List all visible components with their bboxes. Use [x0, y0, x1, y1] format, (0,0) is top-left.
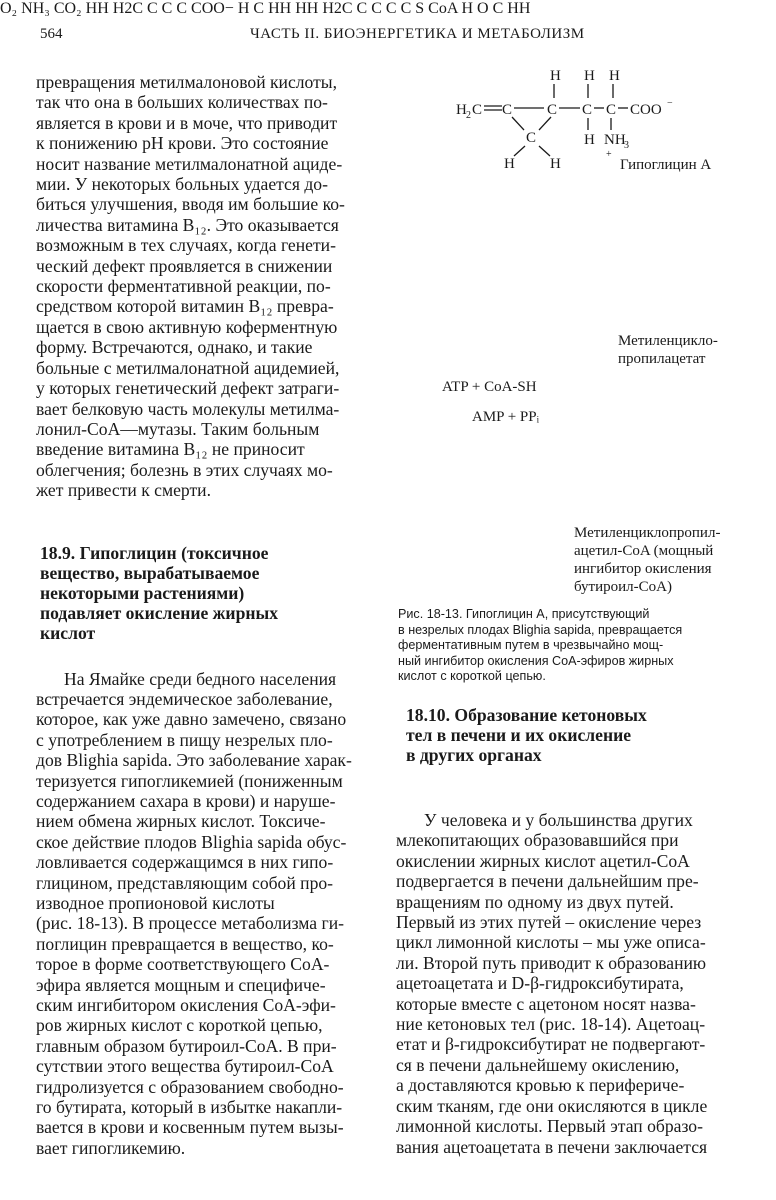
svg-text:C: C [606, 102, 617, 118]
svg-text:H: H [504, 156, 515, 172]
text-line: мии. У некоторых больных удается до- [36, 174, 328, 195]
svg-text:COO: COO [630, 102, 662, 118]
svg-text:H: H [584, 68, 595, 84]
text-line: вает белковую часть молекулы метилма- [36, 398, 340, 419]
heading-line: 18.9. Гипоглицин (токсичное [40, 542, 269, 563]
text-line: ли. Второй путь приводит к образованию [396, 952, 707, 973]
text-line: гидролизуется с образованием свободно- [36, 1076, 344, 1097]
svg-text:C: C [472, 102, 483, 118]
figure-caption [398, 607, 728, 685]
text-line: вания ацетоацетата в печени заключается [396, 1136, 708, 1157]
heading-line: тел в печени и их окисление [406, 725, 632, 745]
amp-ppi-label: AMP + PPᵢ [472, 409, 540, 425]
caption-line: ферментативным путем в чрезвычайно мощ- [398, 638, 664, 653]
text-line: лимонной кислоты. Первый этап образо- [396, 1116, 703, 1137]
page-number: 564 [40, 26, 63, 42]
svg-text:C: C [582, 102, 593, 118]
text-line: больные с метилмалонатной ацидемией, [36, 357, 340, 378]
text-line: облегчения; болезнь в этих случаях мо- [36, 459, 333, 480]
text-line: (рис. 18-13). В процессе метаболизма ги- [36, 913, 345, 934]
svg-text:3: 3 [624, 140, 629, 151]
text-line: ров жирных кислот с короткой цепью, [36, 1015, 323, 1036]
heading-line: подавляет окисление жирных [40, 602, 279, 623]
text-line: превращения метилмалоновой кислоты, [36, 72, 338, 92]
text-line: носит название метилмалонатной ациде- [36, 153, 343, 174]
text-line: средством которой витамин B₁₂ превра- [36, 296, 334, 317]
svg-text:+: + [606, 149, 612, 160]
compound-c-line: Метиленциклопропил- [574, 525, 721, 541]
text-line: ческий дефект проявляется в снижении [36, 255, 333, 276]
text-line: главным образом бутироил-CoA. В при- [36, 1035, 337, 1056]
text-line: является в крови и в моче, что приводит [36, 112, 338, 133]
svg-text:H: H [584, 132, 595, 148]
text-line: цикл лимонной кислоты – мы уже описа- [396, 932, 706, 953]
co2-label: CO₂ [53, 0, 82, 17]
text-line: которые вместе с ацетоном носят назва- [396, 993, 696, 1014]
hypoglycin-a-label: Гипоглицин A [620, 157, 712, 173]
text-line: ся в печени дальнейшему окислению, [396, 1054, 680, 1075]
left-column [36, 72, 372, 1158]
atp-coa-label: ATP + CoA-SH [442, 379, 537, 395]
compound-c-line: ингибитор окисления [574, 561, 712, 577]
text-line: ацетоацетата и D-β-гидроксибутирата, [396, 973, 684, 994]
compound-b-line: пропилацетат [618, 351, 706, 367]
heading-line: 18.10. Образование кетоновых [406, 705, 647, 725]
text-line: с употреблением в пищу незрелых пло- [36, 729, 333, 750]
text-line: так что она в больших количествах по- [36, 92, 328, 113]
compound-c-line: бутироил-CoA) [574, 579, 672, 595]
text-line: ское действие плодов Blighia sapida обус- [36, 831, 347, 852]
caption-line: в незрелых плодах Blighia sapida, превращается [398, 622, 683, 637]
text-line: подвергается в печени дальнейшим пре- [396, 871, 699, 892]
compound-b-label [618, 332, 718, 368]
text-line: теризуется гипогликемией (пониженным [36, 770, 343, 791]
text-line: На Ямайке среди бедного населения [64, 668, 337, 689]
text-line: млекопитающих образовавшийся при [396, 830, 679, 851]
compound-c-label [574, 524, 720, 596]
text-line: жет привести к смерти. [36, 480, 211, 501]
svg-text:C: C [526, 130, 537, 146]
text-line: содержанием сахара в крови) и наруше- [36, 790, 336, 811]
text-line: дов Blighia sapida. Это заболевание харак- [36, 750, 352, 771]
svg-text:NH: NH [604, 132, 626, 148]
svg-text:C: C [502, 102, 513, 118]
svg-text:2: 2 [466, 110, 471, 121]
o2-label: O₂ [0, 0, 18, 17]
step2-reagents-label [442, 378, 539, 426]
section-18-9-heading [40, 543, 320, 643]
text-line: личества витамина B₁₂. Это оказывается [36, 214, 339, 235]
caption-line: кислот с короткой цепью. [398, 669, 546, 684]
methylenecyclopropylacetate-structure: HH H2C C C C COO− H C HH [85, 0, 292, 17]
text-line: вается в крови и косвенным путем вызы- [36, 1117, 344, 1138]
svg-text:H: H [609, 68, 620, 84]
text-line: поглицин превращается в вещество, ко- [36, 933, 334, 954]
heading-line: кислот [40, 622, 96, 643]
text-line: ским тканям, где они окисляются в цикле [396, 1095, 708, 1116]
section-18-10-heading [406, 705, 706, 765]
intro-paragraph [36, 72, 372, 501]
running-header: ЧАСТЬ II. БИОЭНЕРГЕТИКА И МЕТАБОЛИЗМ [250, 26, 585, 42]
caption-line: Рис. 18-13. Гипоглицин A, присутствующий [398, 607, 650, 621]
text-line: го бутирата, который в избытке накапли- [36, 1097, 343, 1118]
text-line: которое, как уже давно замечено, связано [36, 709, 347, 730]
svg-text:H: H [550, 68, 561, 84]
heading-line: вещество, вырабатываемое [40, 562, 260, 583]
nh3-label: NH₃ [21, 0, 50, 17]
text-line: у которых генетический дефект затраги- [36, 378, 340, 399]
text-line: етат и β-гидроксибутират не подвергают- [396, 1034, 706, 1055]
heading-line: в других органах [406, 745, 542, 765]
compound-c-line: ацетил-CoA (мощный [574, 543, 714, 559]
text-line: встречается эндемическое заболевание, [36, 688, 333, 709]
text-line: эфира является мощным и специфиче- [36, 974, 326, 995]
text-line: вает гипогликемию. [36, 1137, 186, 1158]
svg-text:H: H [456, 102, 467, 118]
text-line: щается в свою активную коферментную [36, 316, 338, 337]
text-line: сутствии этого вещества бутироил-CoA [36, 1056, 334, 1077]
text-line: введение витамина B₁₂ не приносит [36, 439, 305, 460]
heading-line: некоторыми растениями) [40, 582, 245, 603]
svg-text:−: − [667, 98, 673, 109]
text-line: скорости ферментативной реакции, по- [36, 276, 331, 297]
caption-line: ный ингибитор окисления CoA-эфиров жирных [398, 653, 674, 668]
section-18-10-paragraph [396, 810, 732, 1157]
text-line: торое в форме соответствующего CoA- [36, 954, 330, 975]
text-line: вращениям по одному из двух путей. [396, 891, 674, 912]
text-line: Первый из этих путей – окисление через [396, 912, 702, 933]
text-line: У человека и у большинства других [424, 810, 693, 830]
svg-text:H: H [550, 156, 561, 172]
text-line: изводное пропионовой кислоты [36, 893, 275, 913]
compound-b-line: Метиленцикло- [618, 333, 718, 349]
text-line: окислении жирных кислот ацетил-CoA [396, 850, 690, 871]
text-line: форму. Встречаются, однако, и такие [36, 337, 313, 358]
methylenecyclopropylacetyl-coa-structure: HH H2C C C C C S CoA H O C HH [295, 0, 531, 17]
text-line: к понижению pH крови. Это состояние [36, 133, 329, 154]
text-line: биться улучшения, вводя им большие ко- [36, 194, 345, 215]
text-line: ловливается содержащимся в них гипо- [36, 852, 334, 873]
text-line: а доставляются кровью к перифериче- [396, 1075, 685, 1096]
section-18-9-paragraph [36, 669, 372, 1159]
svg-text:C: C [547, 102, 558, 118]
text-line: лонил-CoA—мутазы. Таким больным [36, 418, 320, 439]
text-line: ние кетоновых тел (рис. 18-14). Ацетоац- [396, 1014, 706, 1035]
text-line: глицином, представляющим собой про- [36, 872, 334, 893]
text-line: ским ингибитором окисления CoA-эфи- [36, 995, 336, 1016]
text-line: нием обмена жирных кислот. Токсиче- [36, 811, 326, 832]
text-line: возможным в тех случаях, когда генети- [36, 235, 336, 256]
